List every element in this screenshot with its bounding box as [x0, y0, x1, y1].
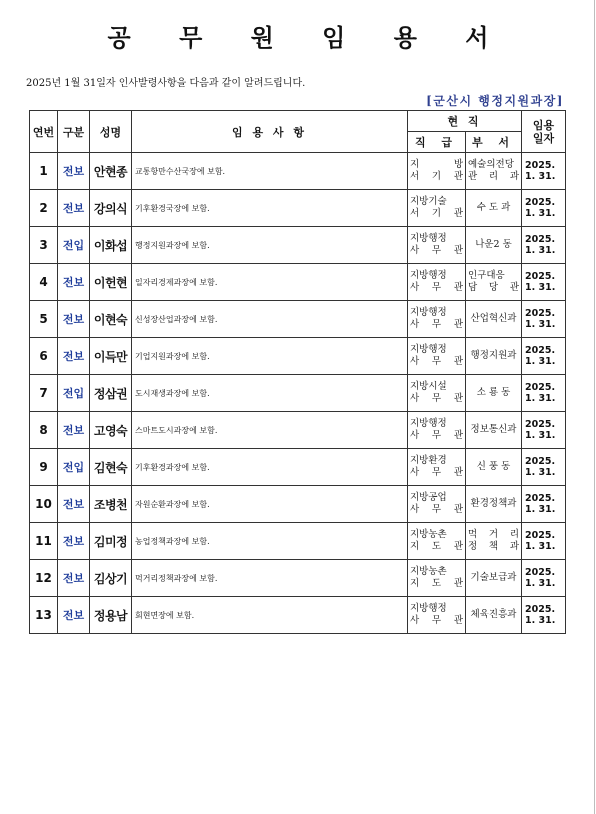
date-line: 2025.: [525, 493, 556, 504]
rank-line: 지방농촌: [410, 529, 447, 540]
table-row: [30, 301, 566, 338]
row-appointment: 농업정책과장에 보함.: [132, 523, 408, 560]
rank-line: 지방공업: [410, 492, 447, 503]
dept-line: 산업혁신과: [470, 313, 517, 324]
rank-line: 서 기 관: [410, 208, 463, 219]
table-header: [30, 111, 566, 153]
date-line: 1. 31.: [525, 467, 556, 478]
date-line: 2025.: [525, 530, 556, 541]
row-rank: [408, 412, 466, 449]
date-line: 1. 31.: [525, 393, 556, 404]
date-line: 1. 31.: [525, 504, 556, 515]
row-rank: [408, 523, 466, 560]
row-rank: [408, 597, 466, 634]
row-rank: [408, 153, 466, 190]
row-date: [522, 153, 566, 190]
row-type: 전입: [58, 227, 90, 264]
date-line: 2025.: [525, 604, 556, 615]
row-type: 전보: [58, 412, 90, 449]
row-dept: [466, 153, 522, 190]
rank-line: 사 무 관: [410, 356, 463, 367]
table-row: [30, 338, 566, 375]
dept-line: 먹 거 리: [468, 529, 519, 540]
row-number: 1: [30, 153, 58, 190]
row-rank: [408, 486, 466, 523]
row-appointment: 행정지원과장에 보함.: [132, 227, 408, 264]
date-line: 2025.: [525, 419, 556, 430]
row-appointment: 기업지원과장에 보함.: [132, 338, 408, 375]
row-type: 전보: [58, 301, 90, 338]
rank-line: 사 무 관: [410, 319, 463, 330]
row-date: [522, 412, 566, 449]
row-rank: [408, 301, 466, 338]
dept-line: 신 풍 동: [476, 461, 511, 472]
row-number: 3: [30, 227, 58, 264]
row-type: 전보: [58, 560, 90, 597]
rank-line: 지방행정: [410, 344, 447, 355]
row-name: 김상기: [90, 560, 132, 597]
dept-line: 수 도 과: [476, 202, 511, 213]
header-dept: 부 서: [466, 132, 522, 153]
row-rank: [408, 338, 466, 375]
date-line: 2025.: [525, 197, 556, 208]
header-date: [522, 111, 566, 153]
row-date: [522, 375, 566, 412]
row-name: 강의식: [90, 190, 132, 227]
row-appointment: 교통항만수산국장에 보함.: [132, 153, 408, 190]
row-date: [522, 264, 566, 301]
rank-line: 지방행정: [410, 603, 447, 614]
rank-line: 지 도 관: [410, 578, 463, 589]
rank-line: 지방농촌: [410, 566, 447, 577]
date-line: 2025.: [525, 567, 556, 578]
row-dept: [466, 264, 522, 301]
row-name: 이현숙: [90, 301, 132, 338]
rank-line: 사 무 관: [410, 393, 463, 404]
table-row: [30, 375, 566, 412]
rank-line: 사 무 관: [410, 282, 463, 293]
rank-line: 서 기 관: [410, 171, 463, 182]
dept-line: 환경정책과: [470, 498, 517, 509]
row-number: 10: [30, 486, 58, 523]
dept-line: 체육진흥과: [470, 609, 517, 620]
rank-line: 지방기술: [410, 196, 447, 207]
row-name: 고영숙: [90, 412, 132, 449]
dept-line: 소 룡 동: [476, 387, 511, 398]
row-number: 5: [30, 301, 58, 338]
row-number: 9: [30, 449, 58, 486]
department-tag: [군산시 행정지원과장]: [426, 94, 564, 108]
notice-text: 2025년 1월 31일자 인사발령사항을 다음과 같이 알려드립니다.: [26, 78, 306, 89]
date-line: 1. 31.: [525, 430, 556, 441]
row-dept: [466, 301, 522, 338]
row-dept: [466, 560, 522, 597]
rank-line: 사 무 관: [410, 504, 463, 515]
row-name: 안현종: [90, 153, 132, 190]
row-dept: [466, 412, 522, 449]
row-date: [522, 338, 566, 375]
page-edge-divider: [594, 0, 595, 814]
row-type: 전보: [58, 523, 90, 560]
rank-line: 사 무 관: [410, 430, 463, 441]
row-type: 전보: [58, 597, 90, 634]
row-dept: [466, 190, 522, 227]
table-row: [30, 190, 566, 227]
table-body: [30, 153, 566, 634]
rank-line: 지 도 관: [410, 541, 463, 552]
row-date: [522, 523, 566, 560]
rank-line: 지방행정: [410, 270, 447, 281]
table-row: [30, 153, 566, 190]
row-appointment: 회현면장에 보함.: [132, 597, 408, 634]
row-number: 12: [30, 560, 58, 597]
rank-line: 지 방: [410, 159, 463, 170]
row-dept: [466, 597, 522, 634]
row-dept: [466, 523, 522, 560]
rank-line: 사 무 관: [410, 245, 463, 256]
rank-line: 사 무 관: [410, 615, 463, 626]
row-date: [522, 597, 566, 634]
row-appointment: 일자리경제과장에 보함.: [132, 264, 408, 301]
header-no: 연번: [30, 111, 58, 153]
row-dept: [466, 227, 522, 264]
row-date: [522, 227, 566, 264]
table-row: [30, 486, 566, 523]
date-line: 1. 31.: [525, 578, 556, 589]
rank-line: 지방행정: [410, 307, 447, 318]
row-date: [522, 190, 566, 227]
row-appointment: 기후환경과장에 보함.: [132, 449, 408, 486]
date-line: 1. 31.: [525, 245, 556, 256]
table-row: [30, 227, 566, 264]
header-current: 현 직: [408, 111, 522, 132]
row-name: 조병천: [90, 486, 132, 523]
rank-line: 지방행정: [410, 418, 447, 429]
row-number: 13: [30, 597, 58, 634]
row-name: 김미정: [90, 523, 132, 560]
rank-line: 지방시설: [410, 381, 447, 392]
rank-line: 지방행정: [410, 233, 447, 244]
row-rank: [408, 227, 466, 264]
row-name: 이화섭: [90, 227, 132, 264]
row-dept: [466, 486, 522, 523]
dept-line: 관 리 과: [468, 171, 519, 182]
date-line: 1. 31.: [525, 541, 556, 552]
row-type: 전보: [58, 486, 90, 523]
date-line: 2025.: [525, 456, 556, 467]
table-row: [30, 523, 566, 560]
dept-line: 담 당 관: [468, 282, 519, 293]
date-line: 2025.: [525, 382, 556, 393]
date-line: 2025.: [525, 345, 556, 356]
table-row: [30, 264, 566, 301]
table-row: [30, 412, 566, 449]
date-line: 1. 31.: [525, 208, 556, 219]
date-line: 1. 31.: [525, 356, 556, 367]
date-line: 2025.: [525, 234, 556, 245]
date-line: 1. 31.: [525, 282, 556, 293]
row-type: 전보: [58, 153, 90, 190]
row-date: [522, 301, 566, 338]
row-name: 이헌현: [90, 264, 132, 301]
row-appointment: 도시재생과장에 보함.: [132, 375, 408, 412]
row-dept: [466, 449, 522, 486]
appointment-table: [29, 110, 566, 634]
table-row: [30, 597, 566, 634]
date-line: 1. 31.: [525, 319, 556, 330]
date-line: 1. 31.: [525, 615, 556, 626]
row-date: [522, 560, 566, 597]
row-type: 전입: [58, 375, 90, 412]
row-number: 7: [30, 375, 58, 412]
date-line: 2025.: [525, 308, 556, 319]
header-type: 구분: [58, 111, 90, 153]
row-rank: [408, 264, 466, 301]
row-number: 11: [30, 523, 58, 560]
dept-line: 나운2 동: [475, 239, 512, 250]
header-name: 성명: [90, 111, 132, 153]
row-dept: [466, 338, 522, 375]
dept-line: 정 책 과: [468, 541, 519, 552]
row-appointment: 기후환경국장에 보함.: [132, 190, 408, 227]
row-rank: [408, 560, 466, 597]
row-appointment: 신성장산업과장에 보함.: [132, 301, 408, 338]
dept-line: 행정지원과: [470, 350, 517, 361]
row-date: [522, 449, 566, 486]
row-appointment: 스마트도시과장에 보함.: [132, 412, 408, 449]
table-row: [30, 449, 566, 486]
rank-line: 사 무 관: [410, 467, 463, 478]
row-type: 전보: [58, 338, 90, 375]
row-rank: [408, 449, 466, 486]
row-number: 2: [30, 190, 58, 227]
table-row: [30, 560, 566, 597]
row-appointment: 자원순환과장에 보함.: [132, 486, 408, 523]
row-number: 8: [30, 412, 58, 449]
row-rank: [408, 190, 466, 227]
date-line: 2025.: [525, 271, 556, 282]
row-rank: [408, 375, 466, 412]
row-name: 김현숙: [90, 449, 132, 486]
date-line: 2025.: [525, 160, 556, 171]
row-type: 전입: [58, 449, 90, 486]
row-date: [522, 486, 566, 523]
dept-line: 예술의전당: [468, 159, 514, 170]
row-number: 6: [30, 338, 58, 375]
dept-line: 인구대응: [468, 270, 505, 281]
header-date-label: 임용일자: [532, 118, 555, 145]
row-name: 이득만: [90, 338, 132, 375]
row-name: 정삼권: [90, 375, 132, 412]
row-dept: [466, 375, 522, 412]
dept-line: 기술보급과: [470, 572, 517, 583]
document-title: 공 무 원 임 용 서: [107, 23, 509, 52]
row-type: 전보: [58, 264, 90, 301]
dept-line: 정보통신과: [470, 424, 517, 435]
date-line: 1. 31.: [525, 171, 556, 182]
row-number: 4: [30, 264, 58, 301]
header-appointment: 임 용 사 항: [132, 111, 408, 153]
row-appointment: 먹거리정책과장에 보함.: [132, 560, 408, 597]
row-type: 전보: [58, 190, 90, 227]
header-rank: 직 급: [408, 132, 466, 153]
row-name: 정용남: [90, 597, 132, 634]
rank-line: 지방환경: [410, 455, 447, 466]
